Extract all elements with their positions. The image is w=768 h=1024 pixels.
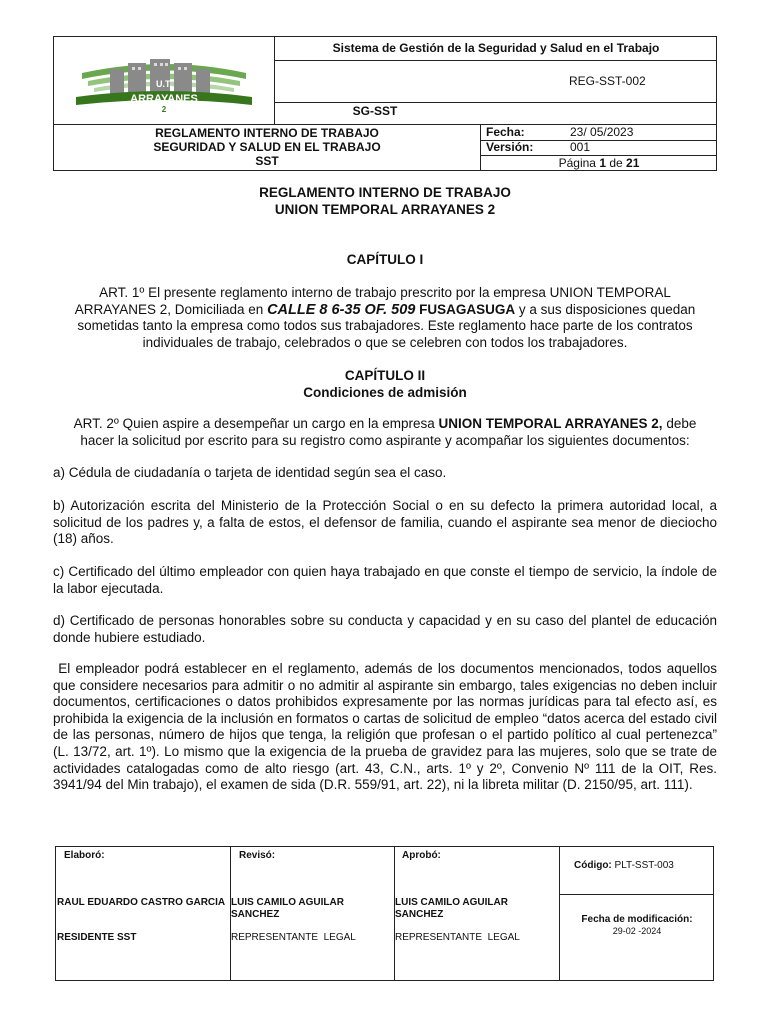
requirement-c: c) Certificado del último empleador con quien haya trabajado en que conste el tiempo de servicio, la índole de la labor ejecutada.: [53, 564, 717, 596]
article-1-line4: individuales de trabajo, celebrados o que se celebren con todos los trabajadores.: [142, 334, 628, 350]
reviso-name-line1: LUIS CAMILO AGUILAR: [231, 897, 344, 908]
chapter-2-heading: [53, 367, 717, 401]
approval-footer-table: [55, 846, 714, 981]
fecha-label: Fecha:: [486, 125, 525, 139]
page-indicator: [481, 156, 717, 170]
main-title-line2: UNION TEMPORAL ARRAYANES 2: [274, 202, 496, 217]
article-1: [53, 285, 717, 351]
logo-graphic: [74, 47, 254, 115]
document-code: REG-SST-002: [569, 74, 646, 88]
article-2-line2: hacer la solicitud por escrito para su registro como aspirante y acompañar los siguientes documentos:: [80, 432, 690, 448]
document-title-line3: SST: [255, 154, 279, 168]
requirement-a: a) Cédula de ciudadanía o tarjeta de identidad según sea el caso.: [53, 465, 447, 480]
main-title: [53, 184, 717, 218]
page-of: de: [609, 156, 623, 170]
system-title: Sistema de Gestión de la Seguridad y Salud en el Trabajo: [332, 41, 660, 55]
reviso-name: [231, 897, 344, 921]
article-2: [53, 416, 717, 449]
codigo-field: [574, 860, 674, 871]
art1-domicile: , Domiciliada en: [167, 301, 268, 317]
requirement-d: d) Certificado de personas honorables sobre su conducta y capacidad y en su caso del plantel de educación donde hubiere estudiado.: [53, 613, 717, 645]
logo-text-number: 2: [161, 105, 167, 114]
aprobo-name-line2: SANCHEZ: [395, 909, 444, 920]
codigo-value: PLT-SST-003: [614, 860, 674, 871]
elaboro-name: RAUL EDUARDO CASTRO GARCIA: [57, 897, 226, 908]
aprobo-name-line1: LUIS CAMILO AGUILAR: [395, 897, 508, 908]
main-title-line1: REGLAMENTO INTERNO DE TRABAJO: [259, 185, 511, 200]
chapter-2-subtitle: Condiciones de admisión: [303, 385, 467, 400]
article-1-line3: sometidas tanto la empresa como todos sus trabajadores. Este reglamento hace parte de los contratos: [77, 318, 693, 334]
article-1-line1: ART. 1º El presente reglamento interno de trabajo prescrito por la empresa UNION TEMPORAL: [99, 285, 671, 300]
company-name-art2: UNION TEMPORAL ARRAYANES 2,: [438, 416, 663, 431]
fecha-modificacion-label: Fecha de modificación:: [581, 914, 693, 925]
version-label: Versión:: [486, 140, 534, 154]
aprobo-name: [395, 897, 508, 921]
document-title-line1: REGLAMENTO INTERNO DE TRABAJO: [155, 126, 379, 140]
reviso-role: REPRESENTANTE LEGAL: [231, 932, 356, 943]
elaboro-label: Elaboró:: [64, 850, 105, 861]
logo-text-arrayanes: ARRAYANES: [130, 93, 198, 105]
fecha-value: 23/ 05/2023: [570, 125, 634, 139]
art2-line1-tail: debe: [662, 416, 697, 431]
art2-intro: ART. 2º Quien aspire a desempeñar un cargo en la empresa: [73, 416, 439, 431]
aprobo-label: Aprobó:: [402, 850, 441, 861]
sg-sst-label: SG-SST: [352, 104, 398, 118]
reviso-name-line2: SANCHEZ: [231, 909, 280, 920]
article-1-line2: [53, 302, 717, 319]
employer-requirements-paragraph: El empleador podrá establecer en el reglamento, además de los documentos mencionados, todos aquellos que considere necesarios para admitir o no admitir al aspirante sin embargo, tales exigencias no deben incluir documentos, certificaciones o datos prohibidos expresamente por las normas jurídicas para tal efecto así, es prohibida la exigencia de la inclusión en formatos o cartas de solicitud de empleo “datos acerca del estado civil de las personas, número de hijos que tenga, la religión que profesan o el partido político al cual pertenezca” (L. 13/72, art. 1º). Lo mismo que la exigencia de la prueba de gravidez para las mujeres, solo que se trate de actividades catalogadas como de alto riesgo (art. 43, C.N., arts. 1º y 2º, Convenio Nº 111 de la OIT, Res. 3941/94 del Min trabajo), el examen de sida (D.R. 559/91, art. 22), ni la libreta militar (D. 2150/95, art. 111).: [53, 661, 721, 793]
chapter-2-title: CAPÍTULO II: [344, 368, 426, 383]
article-2-line1: [53, 416, 717, 433]
document-title-line2: SEGURIDAD Y SALUD EN EL TRABAJO: [153, 140, 381, 154]
document-header-table: [53, 36, 717, 171]
aprobo-role: REPRESENTANTE LEGAL: [395, 932, 520, 943]
page-number: 1: [599, 156, 606, 170]
codigo-label: Código:: [574, 860, 612, 871]
document-title-block: [54, 126, 480, 168]
fecha-modificacion-value: 29-02 -2024: [612, 926, 662, 936]
company-name-art1: ARRAYANES 2: [74, 301, 168, 317]
requirement-b: b) Autorización escrita del Ministerio de la Protección Social o en su defecto la primera autoridad local, a solicitud de los padres y, a falta de estos, el defensor de familia, cuando el aspirante sea menor de dieciocho (18) años.: [53, 498, 717, 547]
company-address: CALLE 8 6-35 OF. 509: [267, 301, 416, 318]
page-total: 21: [626, 156, 640, 170]
chapter-1-heading: CAPÍTULO I: [346, 252, 424, 267]
company-logo: [74, 47, 254, 115]
page-prefix: Página: [558, 156, 596, 170]
art1-line2-tail: y a sus disposiciones quedan: [515, 301, 696, 317]
version-value: 001: [570, 140, 591, 154]
company-city: FUSAGASUGA: [419, 301, 516, 317]
elaboro-role: RESIDENTE SST: [57, 932, 137, 943]
reviso-label: Revisó:: [239, 850, 276, 861]
logo-text-ut: U.T.: [155, 79, 173, 89]
